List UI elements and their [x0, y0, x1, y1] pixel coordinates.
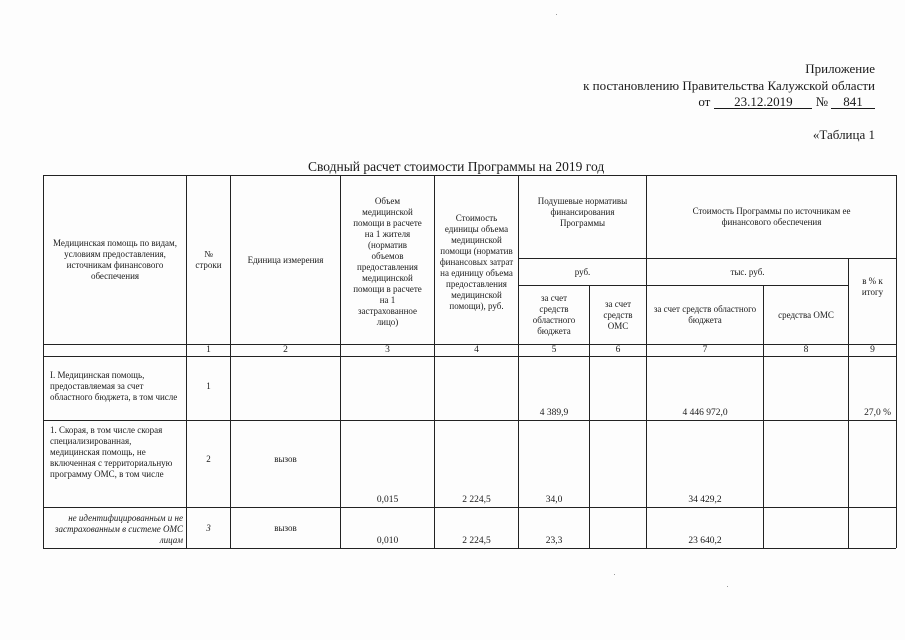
- row-per-capita-oms: [590, 508, 646, 548]
- column-number: 3: [385, 345, 390, 355]
- column-number: 5: [551, 345, 557, 355]
- column-header-percent: в % к итогу: [861, 275, 884, 297]
- row-unit: вызов: [274, 523, 297, 533]
- column-number: 7: [702, 345, 708, 355]
- row-volume: 0,015: [376, 495, 399, 505]
- row-number: 2: [206, 454, 211, 464]
- row-unit-cost: 2 224,5: [462, 536, 491, 546]
- row-cost-oms: [764, 421, 848, 507]
- row-cost-budget: 4 446 972,0: [682, 408, 728, 418]
- row-cost-oms: [764, 508, 848, 548]
- column-header-per-capita-oms: за счет средств ОМС: [603, 298, 633, 331]
- row-unit-cost: [435, 357, 518, 420]
- number-sign: №: [815, 94, 828, 109]
- grid-line: [896, 175, 897, 548]
- column-number: 2: [283, 345, 288, 355]
- scan-speck: [556, 14, 557, 15]
- row-unit: вызов: [274, 454, 297, 464]
- date-prefix: от: [698, 94, 711, 109]
- appendix-title: Приложение: [805, 61, 875, 76]
- row-cost-oms: [764, 357, 848, 420]
- row-unit-cost: 2 224,5: [462, 495, 491, 505]
- column-header-cost-budget: за счет средств областного бюджета: [653, 304, 757, 325]
- row-number: 3: [206, 523, 211, 533]
- column-header-service: Медицинская помощь по видам, условиям предоставления, источникам финансового обеспечения: [53, 238, 177, 281]
- row-volume: 0,010: [376, 536, 399, 546]
- row-per-capita-budget: 23,3: [545, 536, 563, 546]
- resolution-line: к постановлению Правительства Калужской области: [583, 78, 875, 93]
- column-header-unit: Единица измерения: [247, 254, 324, 265]
- row-percent: [849, 508, 896, 548]
- column-group-program-cost: Стоимость Программы по источникам ее финансового обеспечения: [692, 206, 851, 227]
- document-date: 23.12.2019: [714, 95, 812, 109]
- sheet-title: Сводный расчет стоимости Программы на 2019 год: [308, 159, 605, 174]
- row-label: 1. Скорая, в том числе скорая специализированная, медицинская помощь, не включенная с территориальную программу ОМС, в том числе: [50, 425, 173, 479]
- grid-line: [43, 548, 896, 549]
- column-header-per-capita-budget: за счет средств областного бюджета: [532, 293, 576, 336]
- row-label: I. Медицинская помощь, предоставляемая за счет областного бюджета, в том числе: [50, 370, 178, 402]
- row-per-capita-budget: 34,0: [545, 495, 563, 505]
- row-unit: [231, 357, 340, 420]
- row-number: 1: [206, 380, 211, 391]
- scan-speck: [727, 586, 728, 587]
- unit-thousand-rub-header: тыс. руб.: [730, 266, 765, 277]
- row-volume: [341, 357, 434, 420]
- column-number: 4: [474, 345, 479, 355]
- column-header-row-number: № строки: [195, 249, 222, 270]
- row-label: не идентифицированным и не застрахованным в системе ОМС лицам: [54, 513, 183, 545]
- row-cost-budget: 23 640,2: [688, 536, 722, 546]
- column-header-cost-oms: средства ОМС: [778, 309, 834, 320]
- column-group-per-capita: Подушевые нормативы финансирования Программы: [537, 195, 628, 228]
- row-percent: [849, 421, 896, 507]
- document-number: 841: [831, 95, 875, 109]
- row-per-capita-oms: [590, 357, 646, 420]
- column-header-volume: Объем медицинской помощи в расчете на 1 жителя (норматив объемов предоставления медицинской помощи в расчете на 1 застрахованное лицо): [353, 196, 422, 327]
- table-label: «Таблица 1: [812, 127, 875, 142]
- scan-speck: [614, 574, 615, 575]
- document-date-number: [698, 94, 875, 110]
- row-per-capita-budget: 4 389,9: [539, 408, 569, 418]
- column-header-unit-cost: Стоимость единицы объема медицинской помощи (норматив финансовых затрат на единицу объема предоставления медицинской помощи), руб.: [439, 212, 514, 311]
- row-percent: 27,0 %: [864, 408, 891, 418]
- row-cost-budget: 34 429,2: [688, 495, 722, 505]
- row-per-capita-oms: [590, 421, 646, 507]
- column-number: 6: [615, 345, 621, 355]
- column-number: 1: [206, 345, 211, 355]
- column-number: 8: [803, 345, 809, 355]
- unit-rub-header: руб.: [574, 266, 591, 277]
- column-number: 9: [870, 345, 875, 355]
